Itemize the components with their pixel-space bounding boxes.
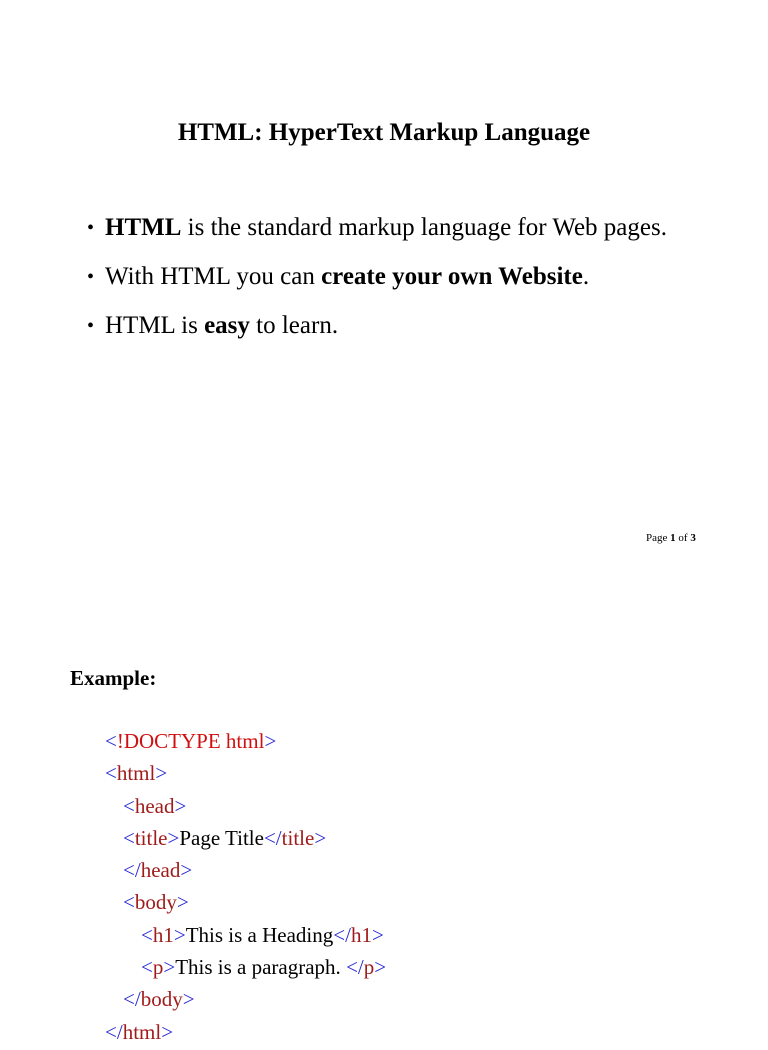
code-token-punct: < — [141, 922, 153, 947]
code-token-tag: head — [140, 858, 181, 883]
page-label: Page — [646, 532, 668, 544]
bullet-text-plain: to learn. — [249, 312, 339, 339]
code-token-tag: h1 — [152, 922, 174, 947]
code-token-punct: > — [163, 955, 176, 980]
page-title: HTML: HyperText Markup Language — [177, 119, 591, 146]
code-token-tag: h1 — [350, 922, 372, 947]
code-token-punct: </ — [263, 825, 282, 850]
bullet-text-plain: With HTML you can — [105, 263, 322, 290]
code-token-punct: > — [374, 955, 387, 980]
code-example — [0, 727, 768, 1050]
code-token-punct: </ — [123, 987, 141, 1012]
code-token-tag: p — [152, 955, 164, 980]
page-current: 1 — [670, 532, 676, 544]
code-token-tag: title — [134, 825, 168, 850]
code-token-text: Page Title — [179, 825, 264, 850]
code-line — [0, 985, 768, 1017]
code-token-punct: > — [314, 825, 327, 850]
code-token-punct: < — [141, 955, 153, 980]
bullet-item — [87, 260, 667, 309]
code-token-punct: > — [174, 793, 187, 818]
bullet-text-bold: HTML — [105, 214, 182, 241]
code-line — [0, 727, 768, 759]
bullet-dot-icon: • — [87, 217, 95, 239]
code-token-punct: < — [123, 825, 135, 850]
code-token-punct: < — [105, 729, 117, 753]
code-token-punct: < — [123, 793, 135, 818]
code-token-tag: p — [363, 955, 375, 980]
code-token-punct: </ — [105, 1019, 123, 1044]
code-token-punct: > — [167, 825, 180, 850]
bullet-text — [105, 309, 338, 343]
code-token-punct: > — [371, 922, 384, 947]
code-token-punct: > — [173, 922, 186, 947]
code-token-text: This is a paragraph. — [175, 955, 347, 980]
code-token-punct: > — [180, 858, 193, 883]
bullet-text — [105, 211, 667, 245]
page-of: of — [678, 532, 688, 544]
code-token-decl: !DOCTYPE html — [116, 729, 265, 753]
page-number — [646, 531, 696, 545]
bullet-dot-icon: • — [87, 266, 95, 288]
code-token-punct: < — [123, 890, 135, 915]
bullet-dot-icon: • — [87, 315, 95, 337]
code-token-punct: </ — [333, 922, 351, 947]
code-token-punct: > — [161, 1019, 174, 1044]
code-line — [0, 792, 768, 824]
bullet-list — [87, 211, 667, 358]
bullet-text-plain: . — [582, 263, 590, 290]
bullet-text-bold: easy — [204, 312, 250, 339]
bullet-text — [105, 260, 589, 294]
code-token-punct: > — [176, 890, 189, 915]
code-line — [0, 921, 768, 953]
code-token-tag: body — [134, 890, 177, 915]
code-line — [0, 888, 768, 920]
code-line — [0, 856, 768, 888]
code-line — [0, 759, 768, 791]
bullet-text-bold: create your own Website — [321, 263, 583, 290]
code-token-text: This is a Heading — [185, 922, 334, 947]
code-token-tag: head — [134, 793, 175, 818]
bullet-text-plain: is the standard markup language for Web pages. — [181, 214, 667, 241]
code-token-tag: html — [122, 1019, 162, 1044]
code-token-punct: > — [264, 729, 277, 753]
code-token-punct: > — [155, 761, 168, 786]
code-token-tag: body — [140, 987, 183, 1012]
code-line — [0, 953, 768, 985]
code-line — [0, 1018, 768, 1050]
bullet-text-plain: HTML is — [105, 312, 205, 339]
code-token-punct: </ — [346, 955, 364, 980]
code-line — [0, 824, 768, 856]
code-token-punct: > — [182, 987, 195, 1012]
example-heading: Example: — [70, 666, 157, 690]
code-token-tag: html — [116, 761, 156, 786]
bullet-item — [87, 211, 667, 260]
page-total: 3 — [690, 532, 696, 544]
code-token-tag: title — [281, 825, 315, 850]
code-token-punct: < — [105, 761, 117, 786]
code-token-punct: </ — [123, 858, 141, 883]
bullet-item — [87, 309, 667, 358]
